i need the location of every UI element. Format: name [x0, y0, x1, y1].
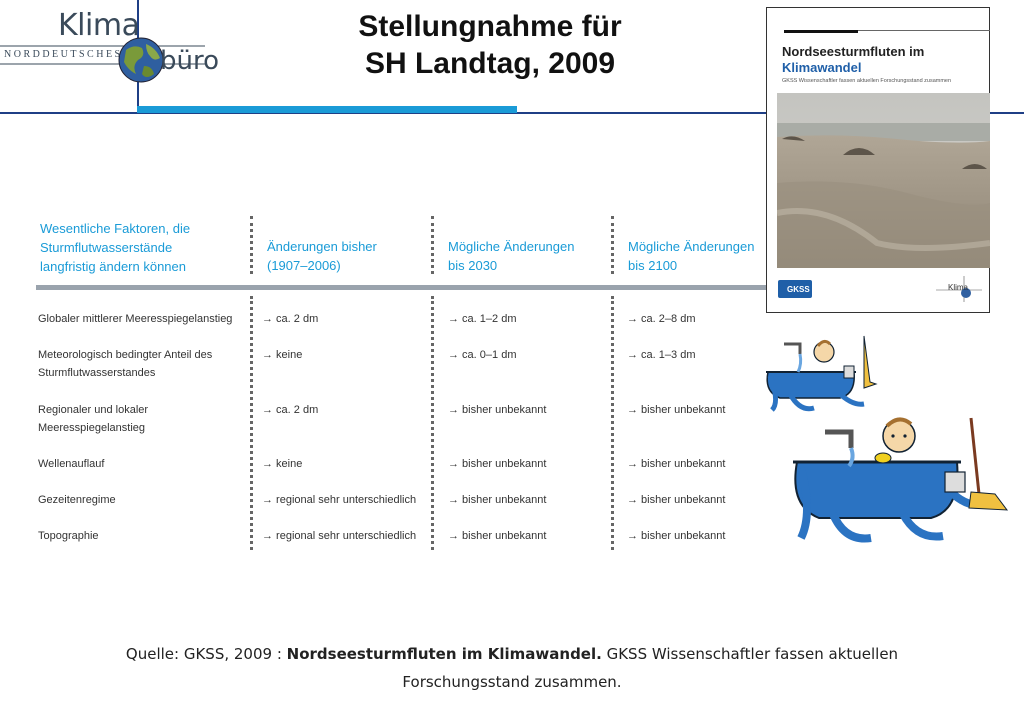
header-accent-bar	[137, 106, 517, 113]
table-header-factors: Wesentliche Faktoren, die Sturmflutwasserstände langfristig ändern können	[40, 221, 191, 274]
table-row-factor: Regionaler und lokaler Meeresspiegelanstieg	[38, 404, 149, 434]
table-cell-2100: → ca. 2–8 dm	[627, 313, 696, 325]
brochure-title-2: Klimawandel	[782, 60, 862, 75]
column-separator	[250, 296, 253, 550]
column-separator	[431, 296, 434, 550]
table-header-2100: Mögliche Änderungen bis 2100	[628, 239, 755, 273]
brochure-title-1: Nordseesturmfluten im	[782, 44, 925, 59]
table-cell-bisher: → keine	[262, 349, 303, 361]
table-row-factor: Meteorologisch bedingter Anteil des Sturmflutwasserstandes	[38, 349, 213, 379]
table-cell-bisher: → regional sehr unterschiedlich	[262, 494, 417, 506]
header-separator	[611, 216, 614, 274]
table-cell-2030: → bisher unbekannt	[448, 494, 547, 506]
table-header-2030: Mögliche Änderungen bis 2030	[448, 239, 575, 273]
table-cell-bisher: → regional sehr unterschiedlich	[262, 530, 417, 542]
header-separator	[431, 216, 434, 274]
brochure-rule-accent	[784, 30, 858, 33]
table-cell-2100: → bisher unbekannt	[627, 494, 726, 506]
table-cell-2100: → bisher unbekannt	[627, 530, 726, 542]
header-separator	[250, 216, 253, 274]
table-row-factor: Globaler mittlerer Meeresspiegelanstieg	[38, 313, 233, 325]
title-line-1: Stellungnahme für	[358, 10, 622, 43]
gkss-badge-label: GKSS	[787, 285, 810, 294]
table-cell-2030: → ca. 1–2 dm	[448, 313, 517, 325]
table-cell-2030: → bisher unbekannt	[448, 458, 547, 470]
brochure-subtitle: GKSS Wissenschaftler fassen aktuellen Forschungsstand zusammen	[782, 78, 952, 84]
logo-buero: büro	[160, 46, 220, 76]
cartoon-bathtub-small	[760, 332, 880, 412]
title-line-2: SH Landtag, 2009	[364, 47, 616, 80]
brochure-klima-logo-label: Klima	[948, 283, 969, 292]
logo-klima: Klima	[58, 8, 140, 43]
table-cell-2100: → bisher unbekannt	[627, 458, 726, 470]
source-line-1: Quelle: GKSS, 2009 : Nordseesturmfluten im Klimawandel. GKSS Wissenschaftler fassen aktuellen	[125, 645, 899, 663]
table-cell-2030: → bisher unbekannt	[448, 404, 547, 416]
table-cell-bisher: → ca. 2 dm	[262, 313, 319, 325]
table-cell-2030: → ca. 0–1 dm	[448, 349, 517, 361]
table-row-factor: Wellenauflauf	[38, 458, 105, 470]
table-row-factor: Topographie	[38, 530, 99, 542]
source-caption	[60, 640, 964, 696]
table-cell-2100: → bisher unbekannt	[627, 404, 726, 416]
logo-norddeutsches: NORDDEUTSCHES	[4, 49, 123, 60]
table-cell-bisher: → keine	[262, 458, 303, 470]
table-cell-2100: → ca. 1–3 dm	[627, 349, 696, 361]
table-header-bisher: Änderungen bisher (1907–2006)	[267, 239, 377, 273]
globe-icon	[116, 36, 166, 84]
table-header-rule	[36, 285, 771, 290]
table-cell-2030: → bisher unbekannt	[448, 530, 547, 542]
page-title	[310, 8, 670, 82]
source-line-2: Forschungsstand zusammen.	[402, 673, 622, 691]
column-separator	[611, 296, 614, 550]
cartoon-bathtub-large	[785, 414, 1010, 549]
beach-photo	[777, 93, 990, 268]
table-cell-bisher: → ca. 2 dm	[262, 404, 319, 416]
table-row-factor: Gezeitenregime	[38, 494, 116, 506]
